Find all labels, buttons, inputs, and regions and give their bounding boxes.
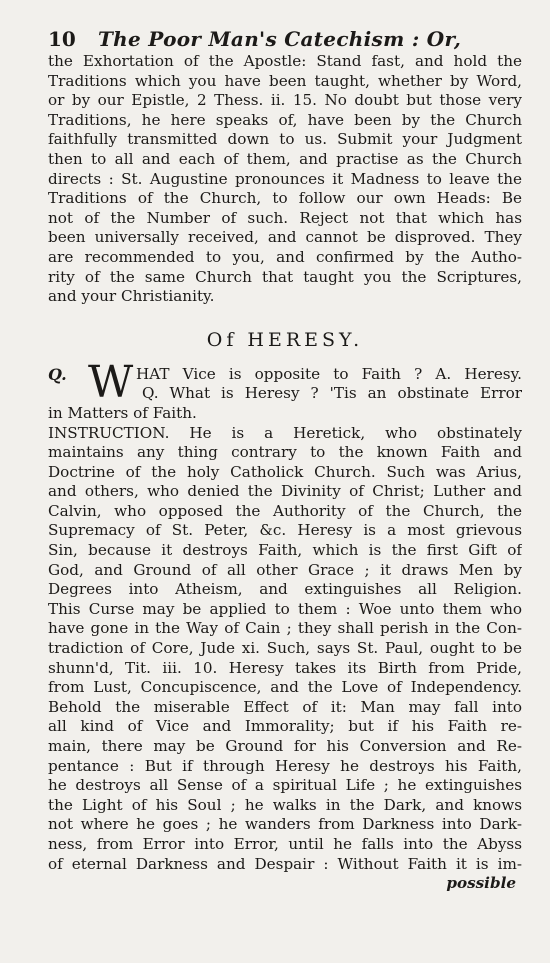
question-line: Q. What is Heresy ? 'Tis an obstinate Error	[142, 384, 522, 403]
text-line: God, and Ground of all other Grace ; it draws Men by	[48, 560, 522, 579]
text-line: shunn'd, Tit. iii. 10. Heresy takes its Birth from Pride,	[48, 658, 522, 677]
text-line: This Curse may be applied to them : Woe unto them who	[48, 599, 522, 618]
text-line: Degrees into Atheism, and extinguishes all Religion.	[48, 580, 522, 599]
text-line: have gone in the Way of Cain ; they shall perish in the Con-	[48, 619, 522, 638]
text-line: or by our Epistle, 2 Thess. ii. 15. No doubt but those very	[48, 91, 522, 110]
text-line: Sin, because it destroys Faith, which is the first Gift of	[48, 541, 522, 560]
question-answer-block	[48, 356, 522, 424]
text-line: and your Christianity.	[48, 287, 215, 306]
catchword: possible	[446, 874, 516, 893]
text-line: INSTRUCTION. He is a Heretick, who obstinately	[48, 423, 522, 442]
text-line: not of the Number of such. Reject not that which has	[48, 208, 522, 227]
paragraph-tradition	[48, 52, 522, 307]
text-line: Calvin, who opposed the Authority of the Church, the	[48, 501, 522, 520]
text-line: Traditions of the Church, to follow our own Heads: Be	[48, 189, 522, 208]
question-mark-label: Q.	[48, 364, 67, 384]
text-line: Traditions, he here speaks of, have been by the Church	[48, 110, 522, 129]
text-line: pentance : But if through Heresy he destroys his Faith,	[48, 756, 522, 775]
text-line: been universally received, and cannot be disproved. They	[48, 228, 522, 247]
text-line: ness, from Error into Error, until he falls into the Abyss	[48, 834, 522, 853]
text-line: main, there may be Ground for his Conversion and Re-	[48, 737, 522, 755]
page-number: 10	[48, 27, 76, 51]
text-line: rity of the same Church that taught you the Scriptures,	[48, 267, 522, 286]
text-line: from Lust, Concupiscence, and the Love of Independency.	[48, 678, 522, 697]
text-line: then to all and each of them, and practise as the Church	[48, 149, 522, 168]
text-line: directs : St. Augustine pronounces it Madness to leave the	[48, 169, 522, 188]
drop-capital: W	[88, 356, 134, 408]
text-line: the Light of his Soul ; he walks in the Dark, and knows	[48, 795, 522, 814]
running-title: The Poor Man's Catechism : Or,	[98, 27, 462, 51]
text-line: all kind of Vice and Immorality; but if his Faith re-	[48, 717, 522, 736]
text-line: tradiction of Core, Jude xi. Such, says St. Paul, ought to be	[48, 639, 522, 658]
question-line: HAT Vice is opposite to Faith ? A. Heresy.	[136, 364, 522, 383]
text-line: faithfully transmitted down to us. Submit your Judgment	[48, 130, 522, 149]
paragraph-instruction	[48, 424, 522, 875]
text-line: maintains any thing contrary to the known Faith and	[48, 443, 522, 462]
running-head	[48, 28, 522, 50]
text-line: and others, who denied the Divinity of Christ; Luther and	[48, 482, 522, 501]
text-line: the Exhortation of the Apostle: Stand fast, and hold the	[48, 52, 522, 70]
answer-line: in Matters of Faith.	[48, 403, 197, 422]
text-line: not where he goes ; he wanders from Darkness into Dark-	[48, 815, 522, 834]
text-line: Doctrine of the holy Catholick Church. Such was Arius,	[48, 462, 522, 481]
text-line: are recommended to you, and confirmed by the Autho-	[48, 247, 522, 266]
text-line: Supremacy of St. Peter, &c. Heresy is a most grievous	[48, 521, 522, 540]
text-line: he destroys all Sense of a spiritual Life ; he extinguishes	[48, 776, 522, 795]
section-title: Of HERESY.	[206, 328, 364, 351]
text-line: Traditions which you have been taught, whether by Word,	[48, 71, 522, 90]
text-line: of eternal Darkness and Despair : Without Faith it is im-	[48, 854, 522, 873]
text-line: Behold the miserable Effect of it: Man may fall into	[48, 697, 522, 716]
